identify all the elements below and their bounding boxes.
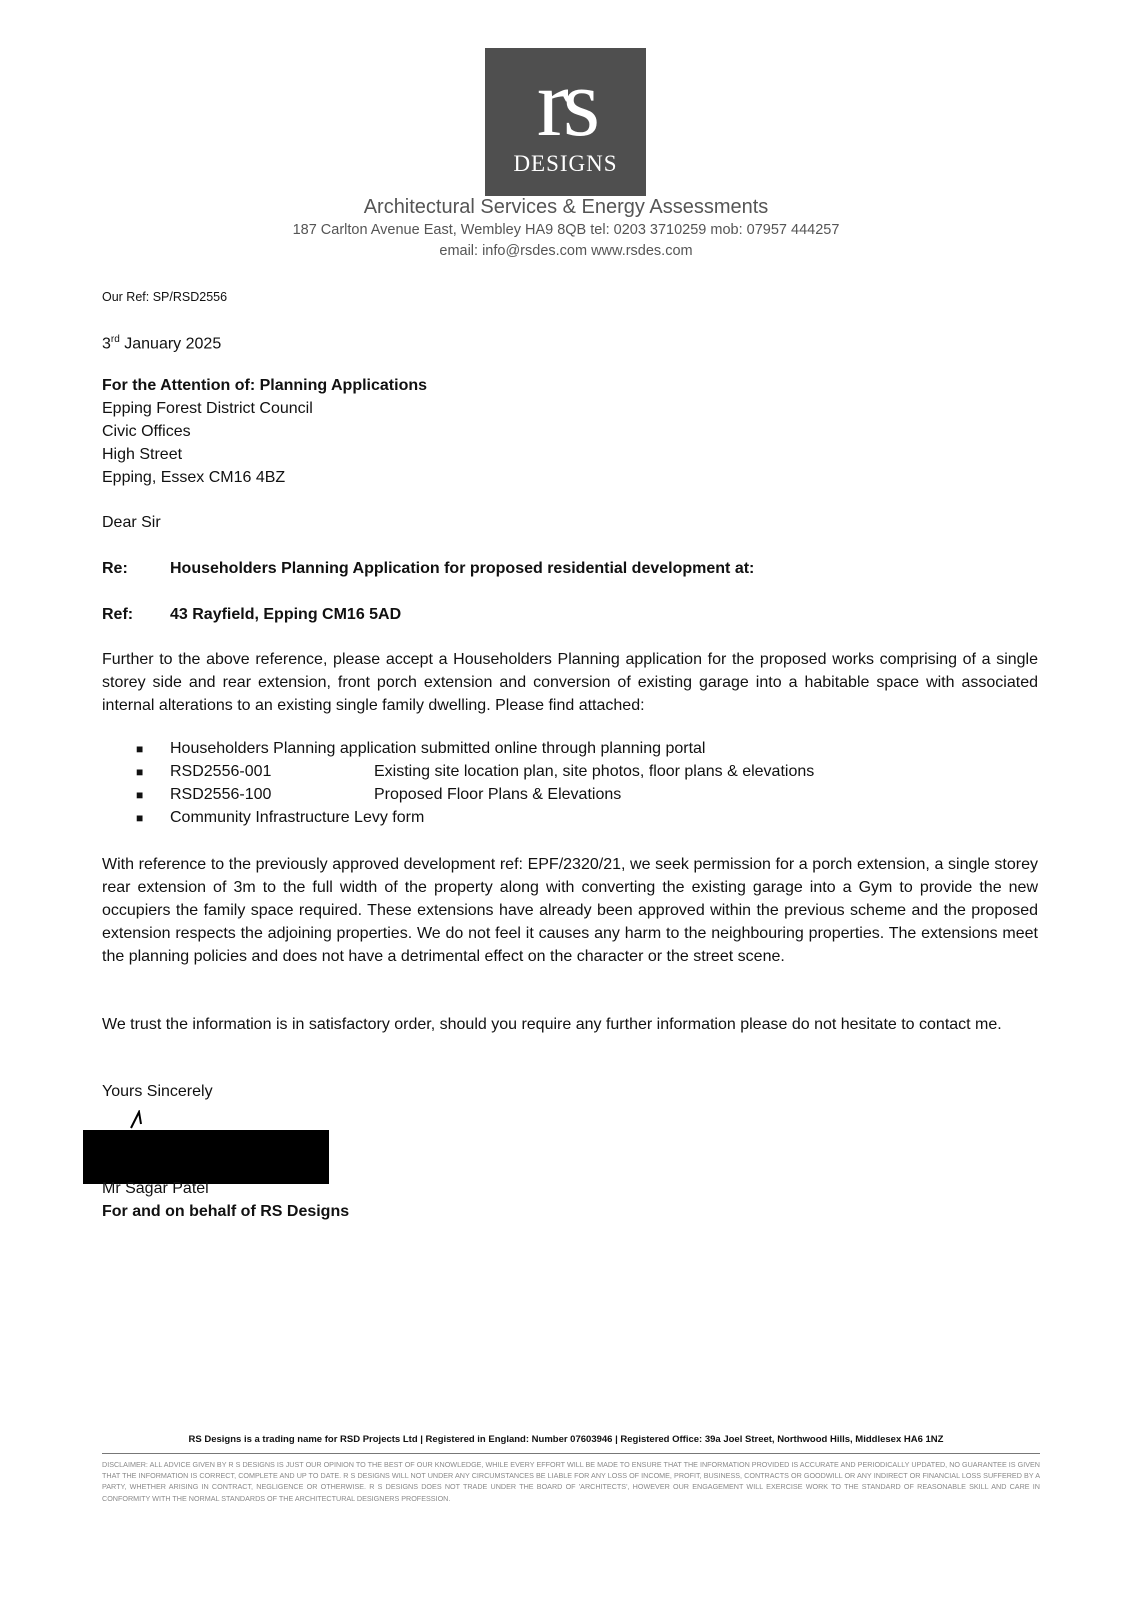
- bullet-icon: ■: [136, 811, 144, 825]
- bullet-icon: ■: [136, 788, 144, 802]
- ref-text: 43 Rayfield, Epping CM16 5AD: [170, 606, 402, 623]
- attention-line: For the Attention of: Planning Applications: [102, 377, 428, 394]
- recipient-line: Civic Offices: [102, 423, 191, 440]
- recipient-line: Epping, Essex CM16 4BZ: [102, 469, 286, 486]
- attachment-code: RSD2556-100: [170, 786, 272, 803]
- date-rest: January 2025: [119, 335, 222, 353]
- signatory-behalf: For and on behalf of RS Designs: [102, 1203, 350, 1220]
- closing-salutation: Yours Sincerely: [102, 1083, 213, 1100]
- registration-line: RS Designs is a trading name for RSD Projects Ltd | Registered in England: Number 07603946 | Registered Office: 39a Joel Street, Northwood Hills, Middlesex HA6 1NZ: [188, 1434, 944, 1445]
- recipient-line: Epping Forest District Council: [102, 400, 313, 417]
- attachment-code: RSD2556-001: [170, 763, 272, 780]
- company-address: 187 Carlton Avenue East, Wembley HA9 8QB tel: 0203 3710259 mob: 07957 444257: [292, 222, 840, 238]
- re-text: Householders Planning Application for proposed residential development at:: [170, 560, 755, 577]
- intro-paragraph: Further to the above reference, please accept a Householders Planning application for the proposed works comprising of a single storey side and rear extension, front porch extension and conversion of existing garage into a habitable space with associated internal alterations to an existing single family dwelling. Please find attached:: [102, 651, 1038, 714]
- re-label: Re:: [102, 560, 128, 577]
- ref-label: Ref:: [102, 606, 134, 623]
- logo-monogram: rs: [536, 49, 595, 156]
- attachment-item: Community Infrastructure Levy form: [170, 809, 425, 826]
- body-paragraph: With reference to the previously approved development ref: EPF/2320/21, we seek permission for a porch extension, a single storey rear extension of 3m to the full width of the property along with converting the existing garage into a Gym to provide the new occupiers the family space required. These extensions have already been approved within the previous scheme and the proposed extension respects the adjoining properties. We do not feel it causes any harm to the neighbouring properties. The extensions meet the planning policies and does not have a detrimental effect on the character or the street scene.: [102, 856, 1038, 965]
- date-day: 3: [102, 335, 111, 353]
- signature-mark: [128, 1110, 144, 1130]
- date-suffix: rd: [110, 334, 120, 345]
- signatory-name: Mr Sagar Patel: [102, 1180, 209, 1197]
- recipient-line: High Street: [102, 446, 183, 463]
- salutation: Dear Sir: [102, 514, 161, 531]
- our-reference: Our Ref: SP/RSD2556: [102, 290, 228, 304]
- attachment-description: Proposed Floor Plans & Elevations: [374, 786, 622, 803]
- company-logo: [485, 48, 646, 196]
- company-contact: email: info@rsdes.com www.rsdes.com: [439, 243, 693, 259]
- closing-paragraph: We trust the information is in satisfactory order, should you require any further information please do not hesitate to contact me.: [102, 1016, 1002, 1033]
- disclaimer-text: DISCLAIMER: ALL ADVICE GIVEN BY R S DESIGNS IS JUST OUR OPINION TO THE BEST OF OUR KNOWLEDGE, WHILE EVERY EFFORT WILL BE MADE TO ENSURE THAT THE INFORMATION PROVIDED IS ACCURATE AND PERIODICALLY UPDATED, NO GUARANTEE IS GIVEN THAT THE INFORMATION IS CORRECT, COMPLETE AND UP TO DATE. R S DESIGNS WILL NOT UNDER ANY CIRCUMSTANCES BE LIABLE FOR ANY LOSS OF INCOME, PROFIT, BUSINESS, CONTRACTS OR GOODWILL OR ANY INDIRECT OR FINANCIAL LOSS SUFFERED BY A PARTY, WHETHER ARISING IN CONTRACT, NEGLIGENCE OR OTHERWISE. R S DESIGNS DOES NOT TRADE UNDER THE BOARD OF 'ARCHITECTS', HOWEVER OUR ENGAGEMENT WILL EXERCISE WORK TO THE STANDARD OF REASONABLE SKILL AND CARE IN CONFORMITY WITH THE NORMAL STANDARDS OF THE ARCHITECTURAL DESIGNERS PROFESSION.: [102, 1460, 1040, 1503]
- attachment-item: Householders Planning application submitted online through planning portal: [170, 740, 706, 757]
- footer-divider: [102, 1453, 1040, 1454]
- letter-date: [102, 328, 221, 355]
- bullet-icon: ■: [136, 765, 144, 779]
- bullet-icon: ■: [136, 742, 144, 756]
- company-tagline: Architectural Services & Energy Assessments: [363, 196, 769, 218]
- attachment-description: Existing site location plan, site photos, floor plans & elevations: [374, 763, 815, 780]
- redacted-signature: [83, 1130, 329, 1184]
- logo-wordmark: DESIGNS: [513, 151, 618, 176]
